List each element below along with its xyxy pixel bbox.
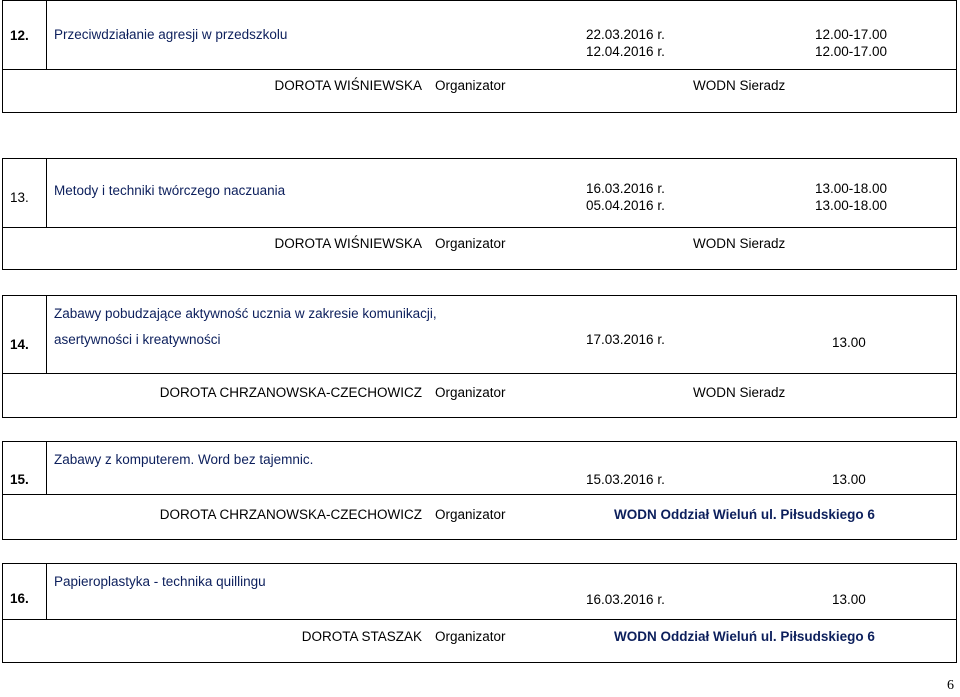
organizer-name: DOROTA CHRZANOWSKA-CZECHOWICZ: [159, 385, 422, 400]
entry-number: 12.: [10, 28, 29, 43]
entry-14: [2, 295, 957, 418]
entry-number: 15.: [10, 472, 29, 487]
course-date: 15.03.2016 r.: [586, 472, 665, 487]
course-date: 16.03.2016 r.: [586, 592, 665, 607]
entry-number: 13.: [10, 190, 29, 205]
course-location: WODN Oddział Wieluń ul. Piłsudskiego 6: [614, 629, 875, 644]
course-time: 13.00: [832, 592, 866, 607]
course-title: Metody i techniki twórczego naczuania: [54, 183, 286, 198]
entry-number: 16.: [10, 591, 29, 606]
entry-12: [2, 0, 957, 113]
organizer-role: Organizator: [435, 385, 506, 400]
organizer-role: Organizator: [435, 236, 506, 251]
course-location: WODN Oddział Wieluń ul. Piłsudskiego 6: [614, 507, 875, 522]
organizer-name: DOROTA WIŚNIEWSKA: [274, 236, 422, 251]
page-number: 6: [947, 678, 954, 693]
entry-15: [2, 441, 957, 540]
course-title: Zabawy z komputerem. Word bez tajemnic.: [54, 452, 314, 467]
course-time: 13.00-18.00: [815, 181, 888, 196]
entry-13: [2, 158, 957, 270]
organizer-name: DOROTA WIŚNIEWSKA: [274, 78, 422, 93]
organizer-role: Organizator: [435, 507, 506, 522]
course-date: 12.04.2016 r.: [586, 44, 665, 59]
course-date: 16.03.2016 r.: [586, 181, 665, 196]
course-time: 12.00-17.00: [815, 44, 888, 59]
course-time: 13.00-18.00: [815, 198, 888, 213]
organizer-name: DOROTA CHRZANOWSKA-CZECHOWICZ: [159, 507, 422, 522]
course-date: 05.04.2016 r.: [586, 198, 665, 213]
course-time: 13.00: [832, 472, 866, 487]
course-location: WODN Sieradz: [693, 385, 786, 400]
course-title: asertywności i kreatywności: [54, 332, 221, 347]
course-date: 17.03.2016 r.: [586, 332, 665, 347]
organizer-role: Organizator: [435, 78, 506, 93]
course-title: Zabawy pobudzające aktywność ucznia w zakresie komunikacji,: [54, 306, 437, 321]
entry-number: 14.: [10, 337, 29, 352]
course-title: Przeciwdziałanie agresji w przedszkolu: [54, 27, 288, 42]
course-location: WODN Sieradz: [693, 236, 786, 251]
course-date: 22.03.2016 r.: [586, 27, 665, 42]
course-title: Papieroplastyka - technika quillingu: [54, 574, 266, 589]
course-location: WODN Sieradz: [693, 78, 786, 93]
course-time: 12.00-17.00: [815, 27, 888, 42]
course-time: 13.00: [832, 335, 866, 350]
organizer-role: Organizator: [435, 629, 506, 644]
organizer-name: DOROTA STASZAK: [301, 629, 422, 644]
entry-16: [2, 563, 957, 663]
